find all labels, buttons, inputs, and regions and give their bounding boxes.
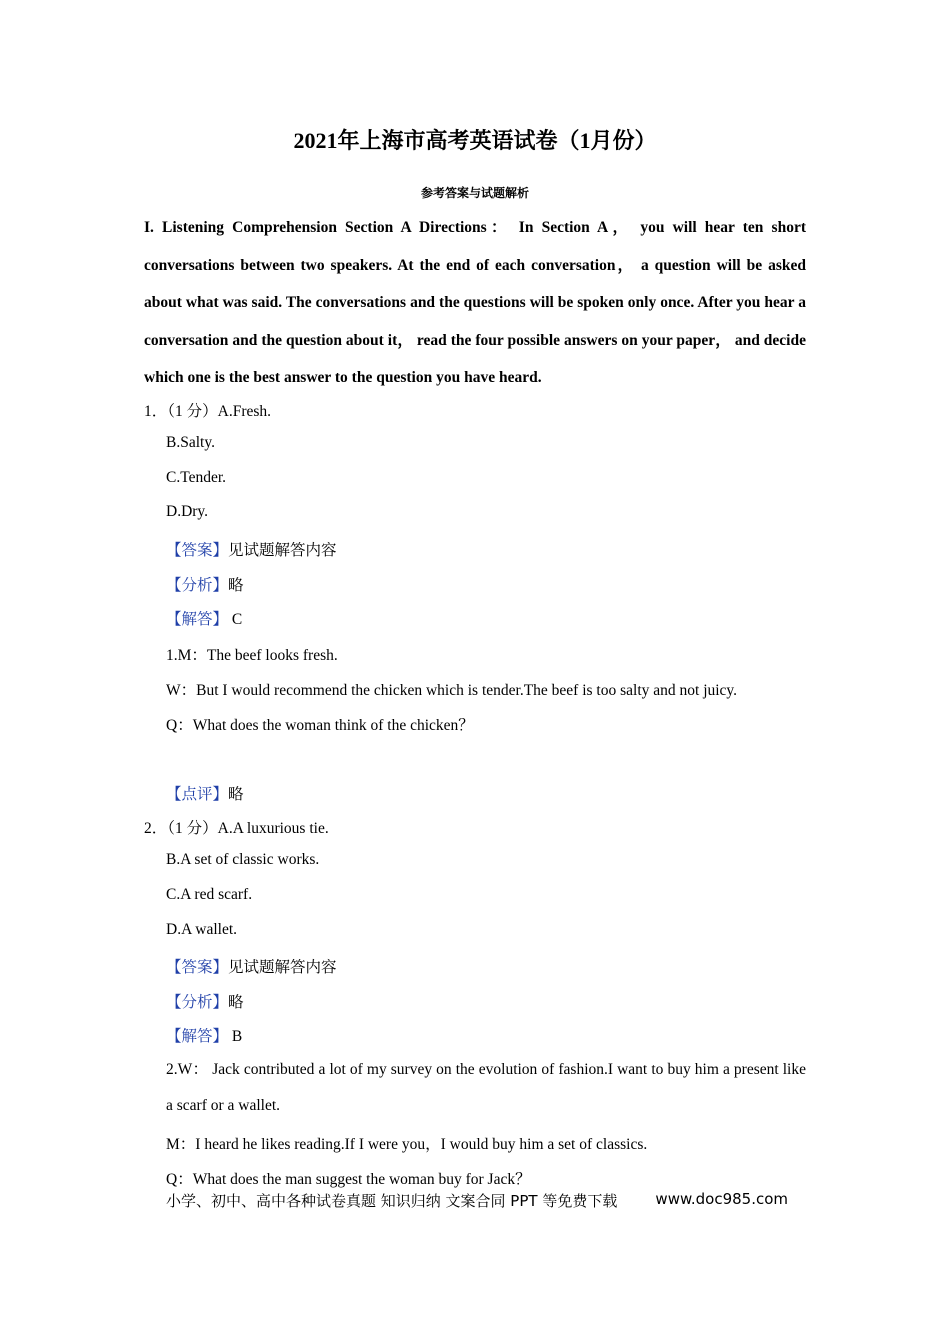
q1-question-line: Q：What does the woman think of the chicken？ <box>166 717 474 734</box>
q1-option-d: D.Dry. <box>166 503 209 520</box>
q2-analysis-text: 略 <box>228 994 244 1011</box>
q2-question-line: Q：What does the man suggest the woman buy for Jack？ <box>166 1171 531 1188</box>
comment-label: 【点评】 <box>166 786 229 803</box>
q2-stem: 2．（1 分）A.A luxurious tie. <box>144 820 329 837</box>
q1-comment <box>166 782 244 804</box>
q2-option-b: B.A set of classic works. <box>166 851 320 868</box>
q2-answer-text: 见试题解答内容 <box>228 959 337 976</box>
q2-option-d: D.A wallet. <box>166 921 238 938</box>
q1-comment-text: 略 <box>228 786 244 803</box>
q1-option-b: B.Salty. <box>166 434 215 451</box>
footer-promo-text: 小学、初中、高中各种试卷真题 知识归纳 文案合同 PPT 等免费下载 <box>166 1192 618 1210</box>
document-title: 2021年上海市高考英语试卷（1月份） <box>293 128 657 153</box>
solution-label: 【解答】 <box>166 611 229 628</box>
q1-solution <box>166 607 242 629</box>
q1-dialog-line: 1.M：The beef looks fresh. <box>166 647 338 664</box>
q2-solution <box>166 1024 242 1046</box>
q1-analysis-text: 略 <box>228 577 244 594</box>
answer-label: 【答案】 <box>166 959 229 976</box>
q2-solution-text: B <box>228 1028 243 1045</box>
q1-stem: 1．（1 分）A.Fresh. <box>144 403 272 420</box>
q1-analysis <box>166 573 244 595</box>
q1-dialog-line: W：But I would recommend the chicken which is tender.The beef is too salty and not juicy. <box>166 682 738 699</box>
document-subtitle: 参考答案与试题解析 <box>420 186 529 200</box>
answer-label: 【答案】 <box>166 542 229 559</box>
q2-dialog-line: M：I heard he likes reading.If I were you，I would buy him a set of classics. <box>166 1136 648 1153</box>
q1-answer-text: 见试题解答内容 <box>228 542 337 559</box>
section-directions: I. Listening Comprehension Section A Directions： In Section A， you will hear ten short conversations between two speakers. At the end of each conversation， a question will be asked about what was said. The conversations and the questions will be spoken only once. After you hear a conversation and the question about it， read the four possible answers on your paper， and decide which one is the best answer to the question you have heard. <box>144 219 806 386</box>
q1-solution-text: C <box>228 611 243 628</box>
q2-dialog-paragraph: 2.W： Jack contributed a lot of my survey on the evolution of fashion.I want to buy him a present like a scarf or a wallet. <box>166 1061 806 1114</box>
analysis-label: 【分析】 <box>166 994 229 1011</box>
q2-analysis <box>166 990 244 1012</box>
q2-option-c: C.A red scarf. <box>166 886 253 903</box>
page-footer <box>166 1190 788 1211</box>
solution-label: 【解答】 <box>166 1028 229 1045</box>
footer-website-link[interactable]: www.doc985.com <box>655 1190 788 1208</box>
q1-option-c: C.Tender. <box>166 469 227 486</box>
analysis-label: 【分析】 <box>166 577 229 594</box>
q1-answer <box>166 538 337 560</box>
q2-answer <box>166 955 337 977</box>
